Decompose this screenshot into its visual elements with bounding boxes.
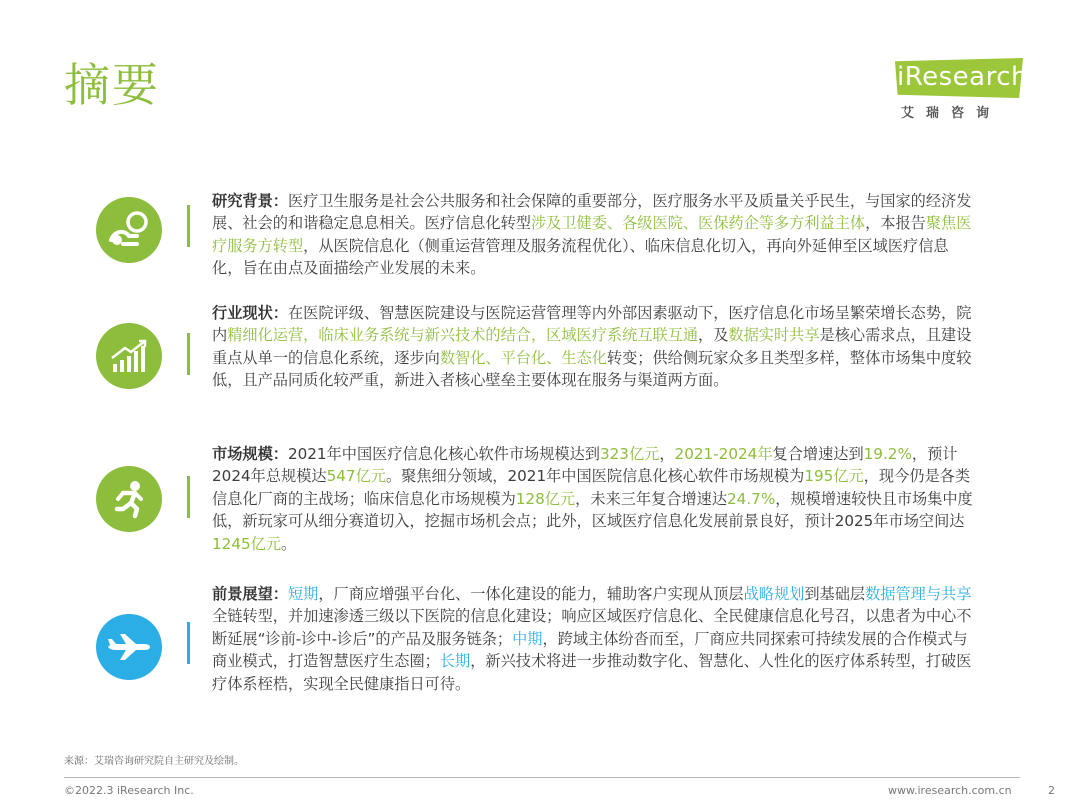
section-heading: 市场规模：: [212, 445, 288, 463]
highlight-text: 数智化、平台化、生态化: [439, 348, 607, 367]
body-text: 2021年中国医疗信息化核心软件市场规模达到: [287, 445, 600, 463]
page-number: 2: [1048, 784, 1055, 797]
highlight-text: 涉及卫健委、各级医院、医保药企等多方利益主体: [530, 214, 866, 233]
section-divider: [187, 205, 190, 247]
section-divider: [187, 622, 190, 664]
section-heading: 行业现状：: [212, 304, 288, 322]
section-text: [212, 190, 977, 280]
highlight-text: 数据实时共享: [728, 326, 820, 345]
body-text: ，现今仍是各类信息化厂商的主战场；临床信息化市场规模为: [212, 467, 970, 508]
highlight-text: 聚焦医疗服务方转型: [212, 214, 972, 255]
body-text: 医疗卫生服务是社会公共服务和社会保障的重要部分，医疗服务水平及质量关乎民生，与国家的经济发展、社会的和谐稳定息息相关。医疗信息化转型: [212, 192, 972, 233]
highlight-text: 中期: [512, 629, 543, 648]
body-text: 。聚焦细分领域，2021年中国医院信息化核心软件市场规模为: [385, 467, 805, 486]
body-text: 到基础层: [804, 585, 866, 603]
iresearch-logo: [895, 58, 1028, 122]
highlight-text: 1245亿元: [212, 534, 282, 553]
baby-crawling-icon: [96, 197, 162, 263]
highlight-text: 195亿元: [804, 467, 864, 486]
body-text: ，规模增速较快且市场集中度低，新玩家可从细分赛道切入，挖掘市场机会点；此外，区域医疗信息化发展前景良好，预计2025年市场空间达: [212, 489, 973, 531]
highlight-text: 数据管理与共享: [865, 585, 972, 603]
body-text: 全链转型，并加速渗透三级以下医院的信息化建设；响应区域医疗信息化、全民健康信息化号召，以患者为中心不断延展“诊前-诊中-诊后”的产品及服务链条；: [212, 607, 972, 648]
body-text: ，厂商应增强平台化、一体化建设的能力，辅助客户实现从顶层: [318, 585, 744, 603]
highlight-text: 短期: [287, 585, 319, 603]
section-divider: [187, 333, 190, 375]
body-text: ，新兴技术将进一步推动数字化、智慧化、人性化的医疗体系转型，打破医疗体系桎梏，实现全民健康指日可待。: [212, 652, 972, 693]
body-text: ，: [659, 445, 675, 463]
airplane-icon: [96, 614, 162, 680]
page-title: 摘要: [64, 58, 160, 112]
highlight-text: 24.7%: [727, 489, 776, 508]
section-text: [212, 583, 977, 695]
highlight-text: 精细化运营，临床业务系统与新兴技术的结合，区域医疗系统互联互通: [227, 326, 698, 345]
body-text: 。: [281, 534, 297, 553]
body-text: 在医院评级、智慧医院建设与医院运营管理等内外部因素驱动下，医疗信息化市场呈繁荣增长态势，院内: [212, 304, 972, 345]
logo-subtitle: 艾瑞咨询: [901, 106, 1002, 121]
running-person-icon: [96, 466, 162, 532]
body-text: ，跨域主体纷沓而至，厂商应共同探索可持续发展的合作模式与商业模式，打造智慧医疗生态圈；: [212, 629, 968, 671]
body-text: 复合增速达到: [772, 445, 864, 463]
section-divider: [187, 476, 190, 518]
logo-text: iResearch: [897, 62, 1028, 92]
footer-divider: [64, 777, 1020, 778]
body-text: 转变；供给侧玩家众多且类型多样，整体市场集中度较低，且产品同质化较严重，新进入者核心壁垒主要体现在服务与渠道两方面。: [212, 348, 972, 390]
website-link[interactable]: www.iresearch.com.cn: [888, 784, 1012, 797]
body-text: ，本报告: [865, 214, 926, 233]
highlight-text: 323亿元: [599, 445, 660, 463]
section-text: [212, 302, 977, 392]
copyright: ©2022.3 iResearch Inc.: [64, 784, 194, 797]
growth-bars-icon: [96, 323, 162, 389]
section-text: [212, 443, 977, 555]
body-text: ，及: [698, 326, 729, 345]
body-text: ，未来三年复合增速达: [575, 489, 727, 508]
highlight-text: 2021-2024年: [674, 445, 773, 463]
section-heading: 研究背景：: [212, 192, 288, 210]
highlight-text: 19.2%: [863, 445, 912, 463]
body-text: ，预计2024年总规模达: [212, 445, 958, 486]
body-text: ，从医院信息化（侧重运营管理及服务流程优化）、临床信息化切入，再向外延伸至区域医疗信息化，旨在由点及面描绘产业发展的未来。: [212, 236, 949, 278]
highlight-text: 战略规划: [743, 585, 805, 603]
source-note: 来源：艾瑞咨询研究院自主研究及绘制。: [64, 756, 244, 767]
section-heading: 前景展望：: [212, 585, 288, 603]
highlight-text: 128亿元: [515, 489, 576, 508]
body-text: 是核心需求点，且建设重点从单一的信息化系统，逐步向: [212, 326, 972, 367]
highlight-text: 547亿元: [326, 467, 386, 486]
highlight-text: 长期: [439, 652, 471, 671]
